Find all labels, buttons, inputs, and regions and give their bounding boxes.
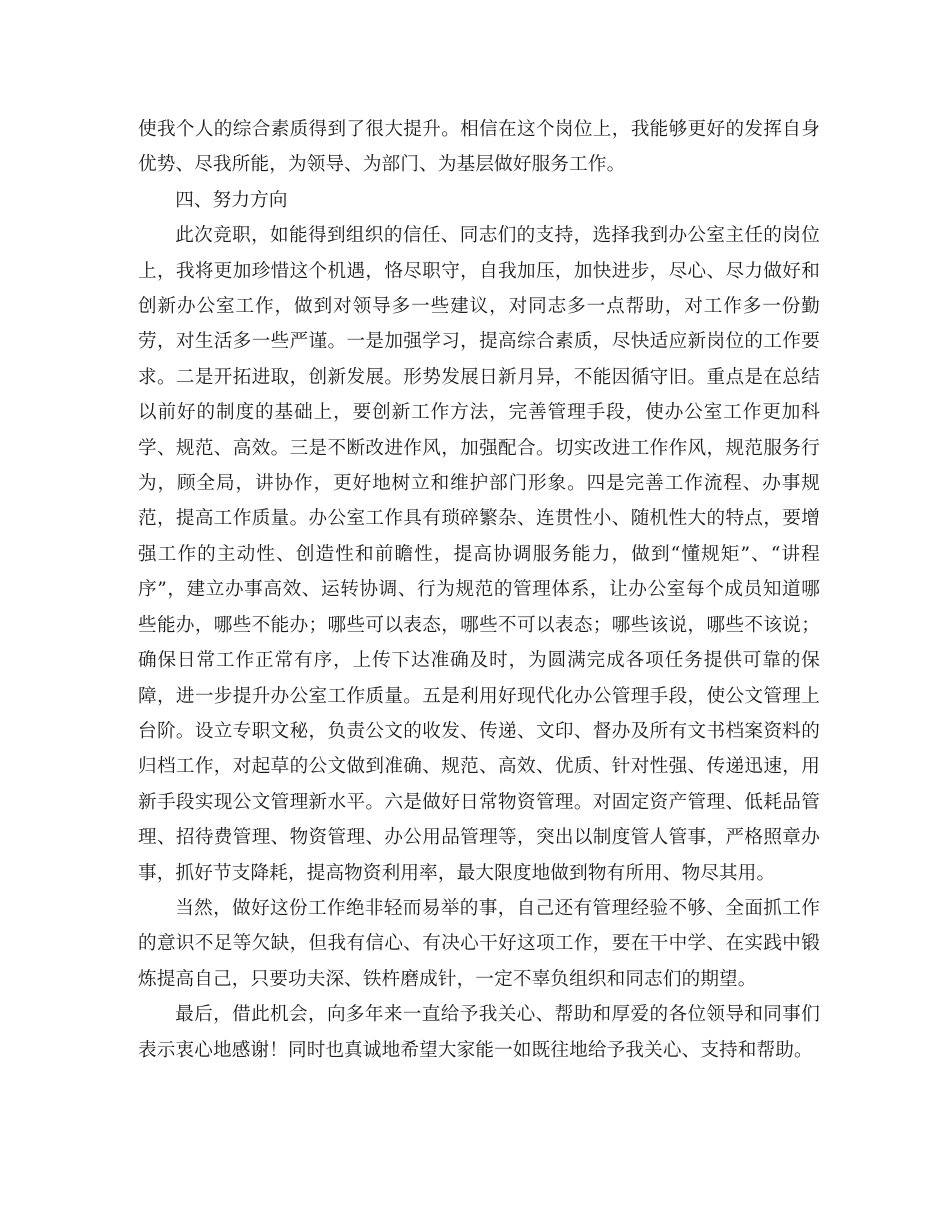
document-body [138,112,820,1068]
section-heading-4: 四、努力方向 [175,189,288,211]
paragraph-closing-thanks: 最后，借此机会，向多年来一直给予我关心、帮助和厚爱的各位领导和同事们表示衷心地感谢！同时也真诚地希望大家能一如既往地给予我关心、支持和帮助。 [138,1004,820,1061]
paragraph-effort-direction: 此次竞职，如能得到组织的信任、同志们的支持，选择我到办公室主任的岗位上，我将更加珍惜这个机遇，恪尽职守，自我加压，加快进步，尽心、尽力做好和创新办公室工作，做到对领导多一些建议，对同志多一点帮助，对工作多一份勤劳，对生活多一些严谨。一是加强学习，提高综合素质，尽快适应新岗位的工作要求。二是开拓进取，创新发展。形势发展日新月异，不能因循守旧。重点是在总结以前好的制度的基础上，要创新工作方法，完善管理手段，使办公室工作更加科学、规范、高效。三是不断改进作风，加强配合。切实改进工作作风，规范服务行为，顾全局，讲协作，更好地树立和维护部门形象。四是完善工作流程、办事规范，提高工作质量。办公室工作具有琐碎繁杂、连贯性小、随机性大的特点，要增强工作的主动性、创造性和前瞻性，提高协调服务能力，做到“懂规矩”、“讲程序”，建立办事高效、运转协调、行为规范的管理体系，让办公室每个成员知道哪些能办，哪些不能办；哪些可以表态，哪些不可以表态；哪些该说，哪些不该说；确保日常工作正常有序，上传下达准确及时，为圆满完成各项任务提供可靠的保障，进一步提升办公室工作质量。五是利用好现代化办公管理手段，使公文管理上台阶。设立专职文秘，负责公文的收发、传递、文印、督办及所有文书档案资料的归档工作，对起草的公文做到准确、规范、高效、优质、针对性强、传递迅速，用新手段实现公文管理新水平。六是做好日常物资管理。对固定资产管理、低耗品管理、招待费管理、物资管理、办公用品管理等，突出以制度管人管事，严格照章办事，抓好节支降耗，提高物资利用率，最大限度地做到物有所用、物尽其用。 [138,225,820,884]
paragraph-continuation: 使我个人的综合素质得到了很大提升。相信在这个岗位上，我能够更好的发挥自身优势、尽我所能，为领导、为部门、为基层做好服务工作。 [138,119,820,176]
paragraph-self-assessment: 当然，做好这份工作绝非轻而易举的事，自己还有管理经验不够、全面抓工作的意识不足等欠缺，但我有信心、有决心干好这项工作，要在干中学、在实践中锻炼提高自己，只要功夫深、铁杵磨成针，一定不辜负组织和同志们的期望。 [138,897,820,990]
